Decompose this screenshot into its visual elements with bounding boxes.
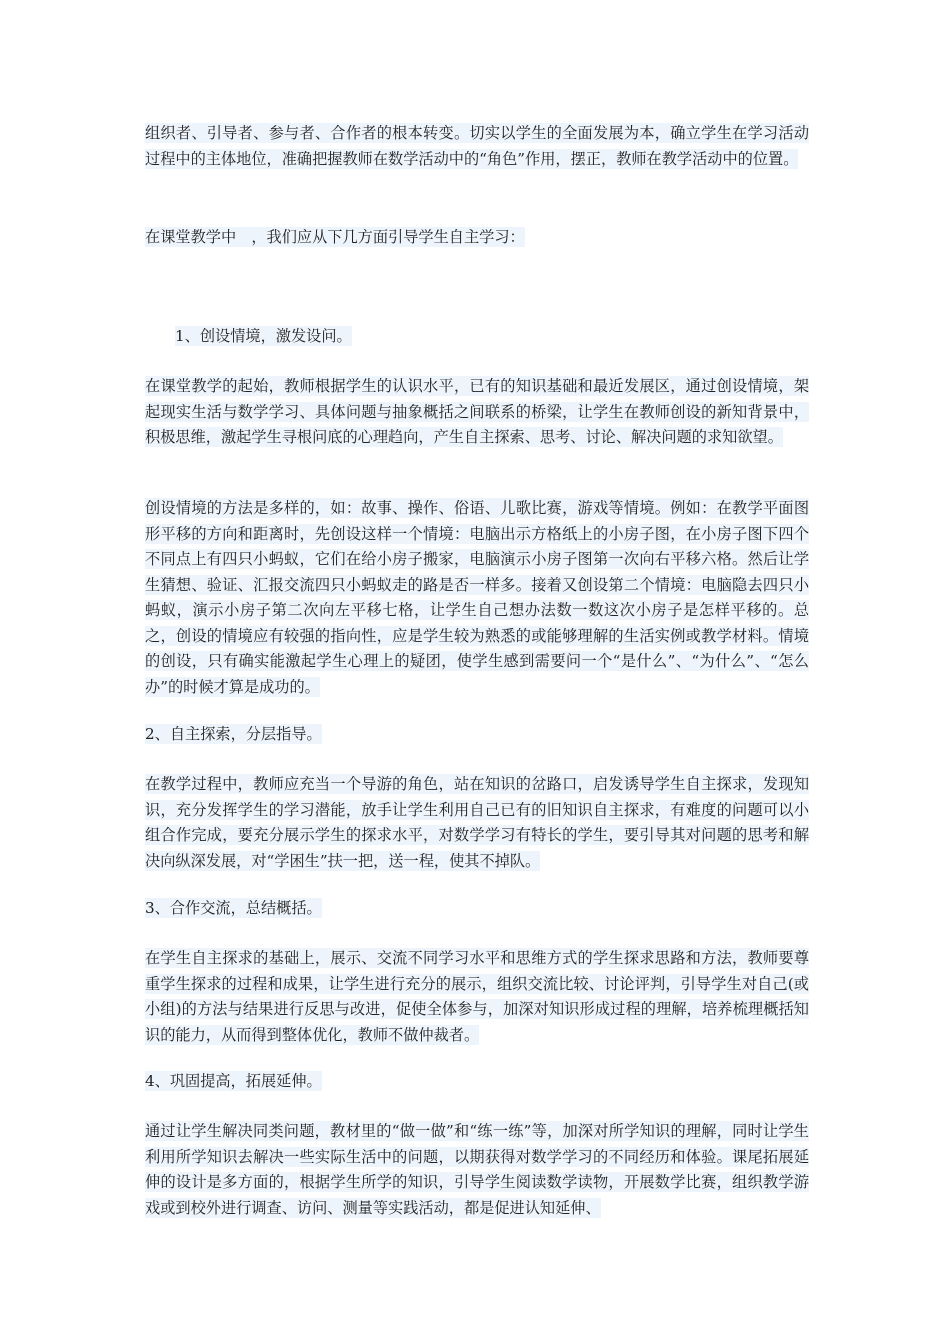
- paragraph-cooperation: [145, 946, 809, 1048]
- paragraph-text: 通过让学生解决同类问题，教材里的“做一做”和“练一练”等，加深对所学知识的理解，同时让学生利用所学知识去解决一些实际生活中的问题，以期获得对数学学习的不同经历和体验。课尾拓展延伸的设计是多方面的，根据学生所学的知识，引导学生阅读数学读物，开展数学比赛，组织教学游戏或到校外进行调查、访问、测量等实践活动，都是促进认知延伸、: [145, 1122, 809, 1217]
- paragraph-self-exploration: [145, 772, 809, 874]
- section-heading-2: [145, 722, 322, 748]
- section-heading-3: [145, 896, 322, 922]
- paragraph-text: 创设情境的方法是多样的，如：故事、操作、俗语、儿歌比赛，游戏等情境。例如：在教学平面图形平移的方向和距离时，先创设这样一个情境：电脑出示方格纸上的小房子图，在小房子图下四个不同点上有四只小蚂蚁，它们在给小房子搬家，电脑演示小房子图第一次向右平移六格。然后让学生猜想、验证、汇报交流四只小蚂蚁走的路是否一样多。接着又创设第二个情境：电脑隐去四只小蚂蚁，演示小房子第二次向左平移七格，让学生自己想办法数一数这次小房子是怎样平移的。总之，创设的情境应有较强的指向性，应是学生较为熟悉的或能够理解的生活实例或教学材料。情境的创设，只有确实能激起学生心理上的疑团，使学生感到需要问一个“是什么”、“为什么”、“怎么办”的时候才算是成功的。: [145, 499, 809, 696]
- paragraph-text: 在课堂教学中 ，我们应从下几方面引导学生自主学习：: [145, 228, 525, 246]
- paragraph-consolidation: [145, 1119, 809, 1221]
- heading-text: 2、自主探索，分层指导。: [145, 725, 322, 743]
- section-heading-4: [145, 1069, 322, 1095]
- paragraph-role-shift: [145, 121, 809, 172]
- heading-text: 1、创设情境，激发设问。: [175, 327, 352, 345]
- heading-text: 4、巩固提高，拓展延伸。: [145, 1072, 322, 1090]
- heading-text: 3、合作交流，总结概括。: [145, 899, 322, 917]
- paragraph-create-scenario: [145, 374, 809, 451]
- paragraph-text: 在教学过程中，教师应充当一个导游的角色，站在知识的岔路口，启发诱导学生自主探求，发现知识，充分发挥学生的学习潜能，放手让学生利用自己已有的旧知识自主探求，有难度的问题可以小组合作完成，要充分展示学生的探求水平，对数学学习有特长的学生，要引导其对问题的思考和解决向纵深发展，对“学困生”扶一把，送一程，使其不掉队。: [145, 775, 809, 870]
- section-heading-1: [145, 324, 352, 350]
- paragraph-text: 在学生自主探求的基础上，展示、交流不同学习水平和思维方式的学生探求思路和方法，教师要尊重学生探求的过程和成果，让学生进行充分的展示，组织交流比较、讨论评判，引导学生对自己(或小组)的方法与结果进行反思与改进，促使全体参与，加深对知识形成过程的理解，培养梳理概括知识的能力，从而得到整体优化，教师不做仲裁者。: [145, 949, 809, 1044]
- paragraph-intro-guidance: [145, 225, 809, 251]
- paragraph-scenario-methods: [145, 496, 809, 700]
- paragraph-text: 组织者、引导者、参与者、合作者的根本转变。切实以学生的全面发展为本，确立学生在学习活动过程中的主体地位，准确把握教师在数学活动中的“角色”作用，摆正，教师在教学活动中的位置。: [145, 124, 809, 168]
- paragraph-text: 在课堂教学的起始，教师根据学生的认识水平，已有的知识基础和最近发展区，通过创设情境，架起现实生活与数学学习、具体问题与抽象概括之间联系的桥梁，让学生在教师创设的新知背景中，积极思维，激起学生寻根问底的心理趋向，产生自主探索、思考、讨论、解决问题的求知欲望。: [145, 377, 809, 446]
